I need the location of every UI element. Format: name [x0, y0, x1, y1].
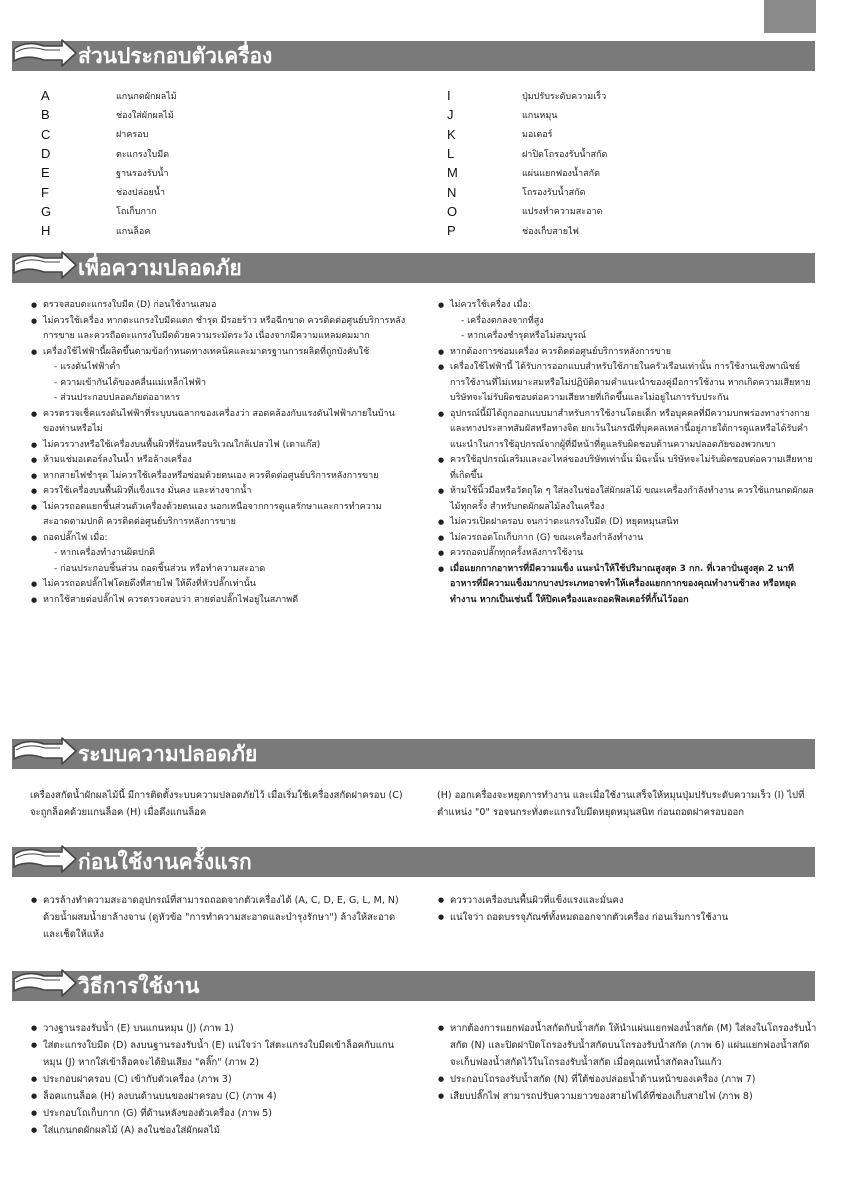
list-item: ● ห้ามใช้นิ้วมือหรือวัตถุใด ๆ ใส่ลงในช่องใส่ผักผลไม้ ขณะเครื่องกำลังทำงาน ควรใช้แกนกดผักผลไม้ทุกครั้ง สำหรับกดผักผลไม้ลงในเครื่อง [437, 484, 817, 515]
part-letter: I [447, 88, 451, 104]
list-subitem: - ส่วนประกอบปลอดภัยต่ออาหาร [54, 393, 180, 403]
list-item: ● เครื่องใช้ไฟฟ้านี้ ได้รับการออกแบบสำหรับใช้ภายในครัวเรือนเท่านั้น การใช้งานเชิงพาณิชย์ การใช้งานที่ไม่เหมาะสมหรือไม่ปฏิบัติตามคำแนะนำของคู่มือการใช้งาน หากเกิดความเสียหายบริษัทจะไม่รับผิดชอบต่อความเสียหายที่เกิดขึ้นและไม่อยู่ในการรับประกัน [437, 360, 817, 407]
part-name: มอเตอร์ [522, 130, 553, 141]
list-item: ● ควรถอดปลั๊กทุกครั้งหลังการใช้งาน [437, 546, 817, 562]
list-item: ● ไม่ควรใช้เครื่อง เมื่อ: [437, 298, 817, 314]
part-letter: G [41, 203, 52, 219]
list-item: ● ไม่ควรถอดแยกชิ้นส่วนตัวเครื่องด้วยตนเอง นอกเหนือจากการดูแลรักษาและการทำความสะอาดตามปกติ ควรติดต่อศูนย์บริการหลังการขาย [30, 500, 408, 531]
part-row [41, 105, 421, 124]
list-item: ● ประกอบโถรองรับน้ำสกัด (N) ที่ใต้ช่องปล่อยน้ำด้านหน้าของเครื่อง (ภาพ 7) [437, 1071, 817, 1088]
section-arrow-icon [12, 735, 78, 771]
part-name: แกนหมุน [522, 110, 558, 121]
part-name: โถรองรับน้ำสกัด [522, 188, 586, 199]
list-item: ● ควรใช้เครื่องบนพื้นผิวที่แข็งแรง มั่นคง และห่างจากน้ำ [30, 484, 408, 500]
part-row [447, 86, 827, 105]
list-item: ● ล็อคแกนล็อค (H) ลงบนด้านบนของฝาครอบ (C) (ภาพ 4) [30, 1088, 408, 1105]
part-row [447, 182, 827, 201]
list-item: ● ควรใช้อุปกรณ์เสริมและอะไหล่ของบริษัทเท่านั้น มิฉะนั้น บริษัทจะไม่รับผิดชอบต่อความเสียหายที่เกิดขึ้น [437, 453, 817, 484]
parts-list-right [447, 86, 827, 240]
list-item: ● เมื่อแยกกากอาหารที่มีความแข็ง แนะนำให้ใช้ปริมาณสูงสุด 3 กก. ที่เวลาปั่นสูงสุด 2 นาที อาหารที่มีความแข็งมากบางประเภทอาจทำให้เครื่องแยกกากของคุณทำงานช้าลง หรือหยุดทำงาน หากเป็นเช่นนี้ ให้ปิดเครื่องและถอดฟิลเตอร์ที่กั้นไว้ออก [437, 562, 817, 609]
list-item: ● ควรล้างทำความสะอาดอุปกรณ์ที่สามารถถอดจากตัวเครื่องได้ (A, C, D, E, G, L, M, N) ด้วยน้ำผสมน้ำยาล้างจาน (ดูหัวข้อ "การทำความสะอาดและบำรุงรักษา") ล้างให้สะอาด และเช็ดให้แห้ง [30, 892, 408, 943]
list-subitem: - ก่อนประกอบชิ้นส่วน ถอดชิ้นส่วน หรือทำความสะอาด [54, 563, 266, 574]
safety-system-text-right: (H) ออกเครื่องจะหยุดการทำงาน และเมื่อใช้งานเสร็จให้หมุนปุ่มปรับระดับความเร็ว (I) ไปที่ตำแหน่ง "0" รอจนกระทั่งตะแกรงใบมีดหยุดหมุนสนิท ก่อนถอดฝาครอบออก [437, 790, 805, 818]
usage-list-left [30, 1020, 408, 1139]
first-use-list-right [437, 892, 817, 926]
part-row [447, 105, 827, 124]
section-arrow-icon [12, 967, 78, 1003]
part-letter: A [41, 88, 50, 104]
list-item: ● ห้ามแช่มอเตอร์ลงในน้ำ หรือล้างเครื่อง [30, 453, 408, 469]
section-title: วิธีการใช้งาน [78, 974, 200, 998]
section-title: ส่วนประกอบตัวเครื่อง [78, 44, 273, 68]
part-name: ช่องใส่ผักผลไม้ [116, 110, 174, 121]
section-title: ก่อนใช้งานครั้งแรก [78, 850, 252, 874]
list-item: ● ไม่ควรใช้เครื่อง หากตะแกรงใบมีดแตก ชำรุด มีรอยร้าว หรือฉีกขาด ควรติดต่อศูนย์บริการหลังการขาย และควรถือตะแกรงใบมีดด้วยความระมัดระวัง เนื่องจากมีความแหลมคมมาก [30, 314, 408, 345]
list-item: ● ไม่ควรเปิดฝาครอบ จนกว่าตะแกรงใบมีด (D) หยุดหมุนสนิท [437, 515, 817, 531]
section-title: ระบบความปลอดภัย [78, 742, 258, 766]
part-name: ปุ่มปรับระดับความเร็ว [522, 91, 607, 102]
part-row [447, 163, 827, 182]
part-name: ฝาครอบ [116, 130, 149, 141]
part-name: ช่องปล่อยน้ำ [116, 188, 166, 199]
part-letter: C [41, 126, 51, 142]
part-row [41, 221, 421, 240]
list-item: ● ประกอบโถเก็บกาก (G) ที่ด้านหลังของตัวเครื่อง (ภาพ 5) [30, 1105, 408, 1122]
list-item: ● ควรตรวจเช็คแรงดันไฟฟ้าที่ระบุบนฉลากของเครื่องว่า สอดคล้องกับแรงดันไฟฟ้าภายในบ้านของท่านหรือไม่ [30, 407, 408, 438]
usage-list-right [437, 1020, 817, 1105]
parts-list-left [41, 86, 421, 240]
section-arrow-icon [12, 249, 78, 285]
safety-list-right [437, 298, 817, 608]
part-name: แผ่นแยกฟองน้ำสกัด [522, 168, 600, 179]
list-subitem: - หากเครื่องทำงานผิดปกติ [54, 548, 155, 558]
part-name: ฐานรองรับน้ำ [116, 168, 169, 179]
part-letter: D [41, 146, 51, 162]
list-item: ● วางฐานรองรับน้ำ (E) บนแกนหมุน (J) (ภาพ 1) [30, 1020, 408, 1037]
safety-system-text-left: เครื่องสกัดน้ำผักผลไม้นี้ มีการติดตั้งระบบความปลอดภัยไว้ เมื่อเริ่มใช้เครื่องสกัดฝาครอบ (C) จะถูกล็อคด้วยแกนล็อค (H) เมื่อดึงแกนล็อค [30, 790, 403, 818]
list-item: ● ตรวจสอบตะแกรงใบมีด (D) ก่อนใช้งานเสมอ [30, 298, 408, 314]
part-letter: H [41, 223, 51, 239]
list-item: ● ไม่ควรถอดปลั๊กไฟโดยดึงที่สายไฟ ให้ดึงที่หัวปลั๊กเท่านั้น [30, 577, 408, 593]
list-item: ● หากใช้สายต่อปลั๊กไฟ ควรตรวจสอบว่า สายต่อปลั๊กไฟอยู่ในสภาพดี [30, 593, 408, 609]
list-item: ● เครื่องใช้ไฟฟ้านี้ผลิตขึ้นตามข้อกำหนดทางเทคนิคและมาตรฐานการผลิตที่ถูกบังคับใช้ [30, 345, 408, 361]
list-item: ● หากสายไฟชำรุด ไม่ควรใช้เครื่องหรือซ่อมด้วยตนเอง ควรติดต่อศูนย์บริการหลังการขาย [30, 469, 408, 485]
list-subitem: - เครื่องตกลงจากที่สูง [461, 315, 544, 326]
list-subitem: - ความเข้ากันได้ของคลื่นแม่เหล็กไฟฟ้า [54, 377, 207, 388]
section-arrow-icon [12, 843, 78, 879]
part-letter: F [41, 184, 49, 200]
part-letter: P [447, 223, 456, 239]
part-letter: O [447, 203, 458, 219]
list-item: ● ใส่แกนกดผักผลไม้ (A) ลงในช่องใส่ผักผลไม้ [30, 1122, 408, 1139]
list-item: ● อุปกรณ์นี้มิได้ถูกออกแบบมาสำหรับการใช้งานโดยเด็ก หรือบุคคลที่มีความบกพร่องทางร่างกายและทางประสาทสัมผัสหรือทางจิต ยกเว้นในกรณีที่บุคคลเหล่านี้อยู่ภายใต้การดูแลหรือได้รับคำแนะนำในการใช้อุปกรณ์จากผู้ที่มีหน้าที่ดูแลรับผิดชอบด้านความปลอดภัยของพวกเขา [437, 407, 817, 454]
part-name: แปรงทำความสะอาด [522, 207, 603, 218]
section-arrow-icon [12, 37, 78, 73]
part-row [447, 202, 827, 221]
section-header-safety [12, 250, 815, 286]
safety-list-left [30, 298, 408, 608]
part-letter: N [447, 184, 457, 200]
section-header-parts [12, 38, 815, 74]
part-row [41, 202, 421, 221]
list-item: ● ควรวางเครื่องบนพื้นผิวที่แข็งแรงและมั่นคง [437, 892, 817, 909]
part-row [447, 125, 827, 144]
section-header-usage [12, 968, 815, 1004]
part-letter: B [41, 107, 50, 123]
part-name: ช่องเก็บสายไฟ [522, 226, 579, 237]
part-row [41, 163, 421, 182]
part-letter: J [447, 107, 454, 123]
list-subitem: - แรงดันไฟฟ้าต่ำ [54, 362, 121, 372]
part-row [41, 182, 421, 201]
section-header-safety-system [12, 736, 815, 772]
list-item: ● เสียบปลั๊กไฟ สามารถปรับความยาวของสายไฟได้ที่ช่องเก็บสายไฟ (ภาพ 8) [437, 1088, 817, 1105]
part-letter: M [447, 165, 458, 181]
part-name: ฝาปิดโถรองรับน้ำสกัด [522, 149, 608, 160]
list-item: ● ไม่ควรวางหรือใช้เครื่องบนพื้นผิวที่ร้อนหรือบริเวณใกล้เปลวไฟ (เตาแก๊ส) [30, 438, 408, 454]
part-letter: L [447, 146, 455, 162]
part-row [41, 125, 421, 144]
part-row [41, 86, 421, 105]
list-subitem: - หากเครื่องชำรุดหรือไม่สมบูรณ์ [461, 331, 587, 341]
list-item: ● ใส่ตะแกรงใบมีด (D) ลงบนฐานรองรับน้ำ (E) แน่ใจว่า ใส่ตะแกรงใบมีดเข้าล็อคกับแกนหมุน (J) หากใส่เข้าล็อคจะได้ยินเสียง "คลิ๊ก" (ภาพ 2) [30, 1037, 408, 1071]
page-corner-tab [764, 0, 816, 33]
list-item: ● ถอดปลั๊กไฟ เมื่อ: [30, 531, 408, 547]
list-item: ● หากต้องการซ่อมเครื่อง ควรติดต่อศูนย์บริการหลังการขาย [437, 345, 817, 361]
part-letter: E [41, 165, 50, 181]
part-name: แกนกดผักผลไม้ [116, 91, 177, 102]
part-name: โถเก็บกาก [116, 207, 157, 218]
list-item: ● ประกอบฝาครอบ (C) เข้ากับตัวเครื่อง (ภาพ 3) [30, 1071, 408, 1088]
part-row [447, 221, 827, 240]
section-title: เพื่อความปลอดภัย [78, 256, 242, 280]
list-item: ● หากต้องการแยกฟองน้ำสกัดกับน้ำสกัด ให้นำแผ่นแยกฟองน้ำสกัด (M) ใส่ลงในโถรองรับน้ำสกัด (N) และปิดฝาปิดโถรองรับน้ำสกัดบนโถรองรับน้ำสกัด (ภาพ 6) แผ่นแยกฟองน้ำสกัดจะเก็บฟองน้ำสกัดไว้ในโถรองรับน้ำสกัด เมื่อคุณเทน้ำสกัดลงในแก้ว [437, 1020, 817, 1071]
part-row [447, 144, 827, 163]
list-item: ● ไม่ควรถอดโถเก็บกาก (G) ขณะเครื่องกำลังทำงาน [437, 531, 817, 547]
list-item: ● แน่ใจว่า ถอดบรรจุภัณฑ์ทั้งหมดออกจากตัวเครื่อง ก่อนเริ่มการใช้งาน [437, 909, 817, 926]
part-name: แกนล็อค [116, 226, 151, 237]
first-use-list-left [30, 892, 408, 943]
part-letter: K [447, 126, 456, 142]
part-row [41, 144, 421, 163]
part-name: ตะแกรงใบมีด [116, 149, 170, 160]
section-header-first-use [12, 844, 815, 880]
